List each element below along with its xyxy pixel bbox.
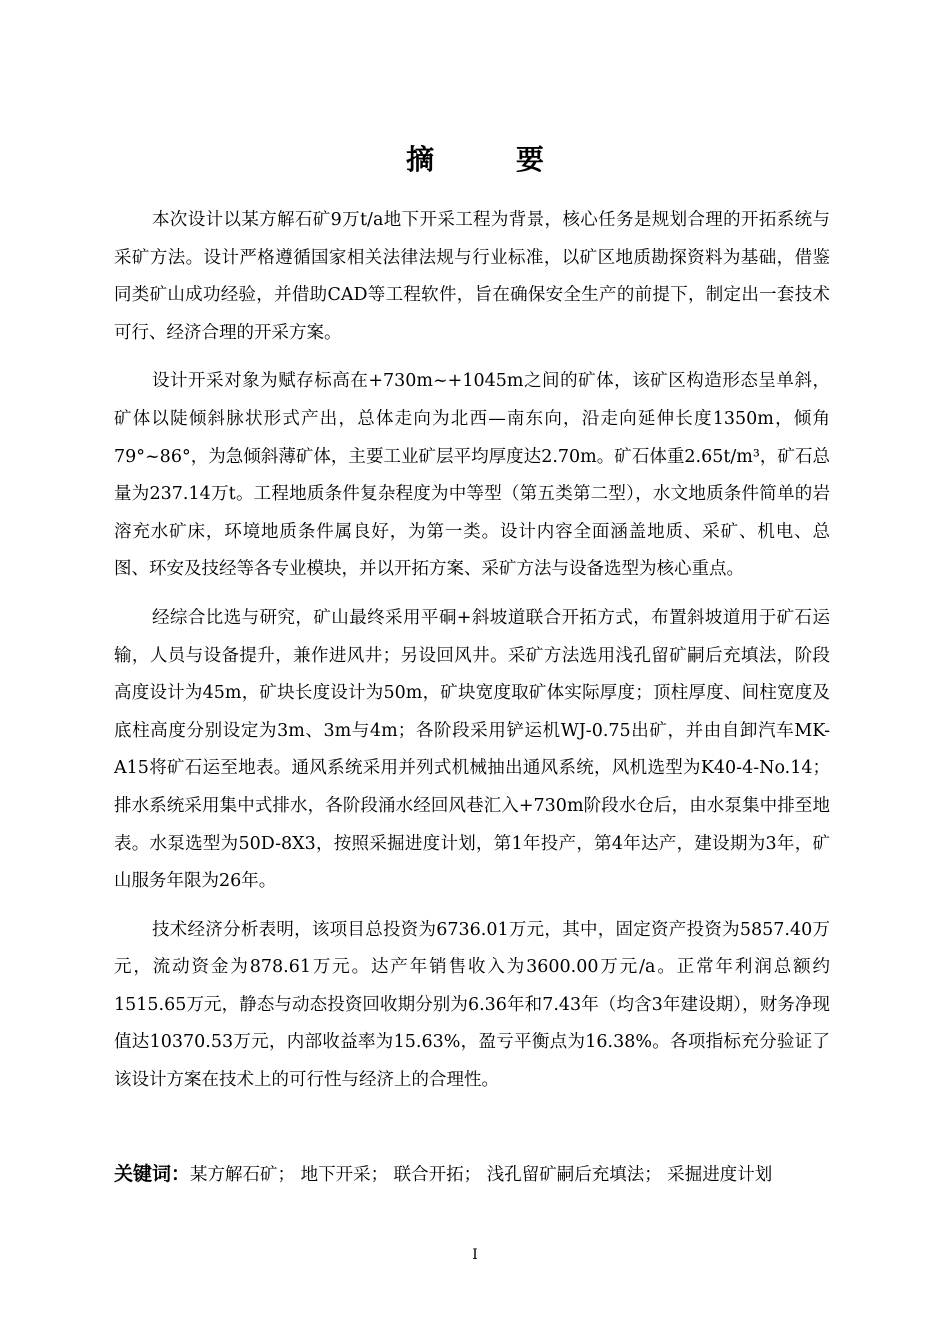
keywords-text: 某方解石矿； 地下开采； 联合开拓； 浅孔留矿嗣后充填法； 采掘进度计划 <box>190 1165 773 1185</box>
paragraph-mining-method: 经综合比选与研究，矿山最终采用平硐+斜坡道联合开拓方式，布置斜坡道用于矿石运输，人员与设备提升，兼作进风井；另设回风井。采矿方法选用浅孔留矿嗣后充填法，阶段高度设计为45m，矿块长度设计为50m，矿块宽度取矿体实际厚度；顶柱厚度、间柱宽度及底柱高度分别设定为3m、3m与4m；各阶段采用铲运机WJ-0.75出矿，并由自卸汽车MK-A15将矿石运至地表。通风系统采用并列式机械抽出通风系统，风机选型为K40-4-No.14；排水系统采用集中式排水，各阶段涌水经回风巷汇入+730m阶段水仓后，由水泵集中排至地表。水泵选型为50D-8X3，按照采掘进度计划，第1年投产，第4年达产，建设期为3年，矿山服务年限为26年。 <box>114 607 830 892</box>
paragraph-economics: 技术经济分析表明，该项目总投资为6736.01万元，其中，固定资产投资为5857.40万元，流动资金为878.61万元。达产年销售收入为3600.00万元/a。正常年利润总额约1515.65万元，静态与动态投资回收期分别为6.36年和7.43年（均含3年建设期），财务净现值达10370.53万元，内部收益率为15.63%，盈亏平衡点为16.38%。各项指标充分验证了该设计方案在技术上的可行性与经济上的合理性。 <box>114 919 830 1091</box>
page-number: I <box>472 1247 478 1263</box>
page-title: 摘 要 <box>406 143 580 176</box>
paragraph-background: 本次设计以某方解石矿9万t/a地下开采工程为背景，核心任务是规划合理的开拓系统与采矿方法。设计严格遵循国家相关法律法规与行业标准，以矿区地质勘探资料为基础，借鉴同类矿山成功经验，并借助CAD等工程软件，旨在确保安全生产的前提下，制定出一套技术可行、经济合理的开采方案。 <box>114 210 830 343</box>
keywords-label: 关键词： <box>114 1163 191 1185</box>
paragraph-orebody: 设计开采对象为赋存标高在+730m~+1045m之间的矿体，该矿区构造形态呈单斜，矿体以陡倾斜脉状形式产出，总体走向为北西—南东向，沿走向延伸长度1350m，倾角79°~86°，为急倾斜薄矿体，主要工业矿层平均厚度达2.70m。矿石体重2.65t/m³，矿石总量为237.14万t。工程地质条件复杂程度为中等型（第五类第二型），水文地质条件简单的岩溶充水矿床，环境地质条件属良好，为第一类。设计内容全面涵盖地质、采矿、机电、总图、环安及技经等各专业模块，并以开拓方案、采矿方法与设备选型为核心重点。 <box>114 371 830 580</box>
keywords-line <box>114 1155 814 1194</box>
abstract-body <box>114 202 830 1100</box>
